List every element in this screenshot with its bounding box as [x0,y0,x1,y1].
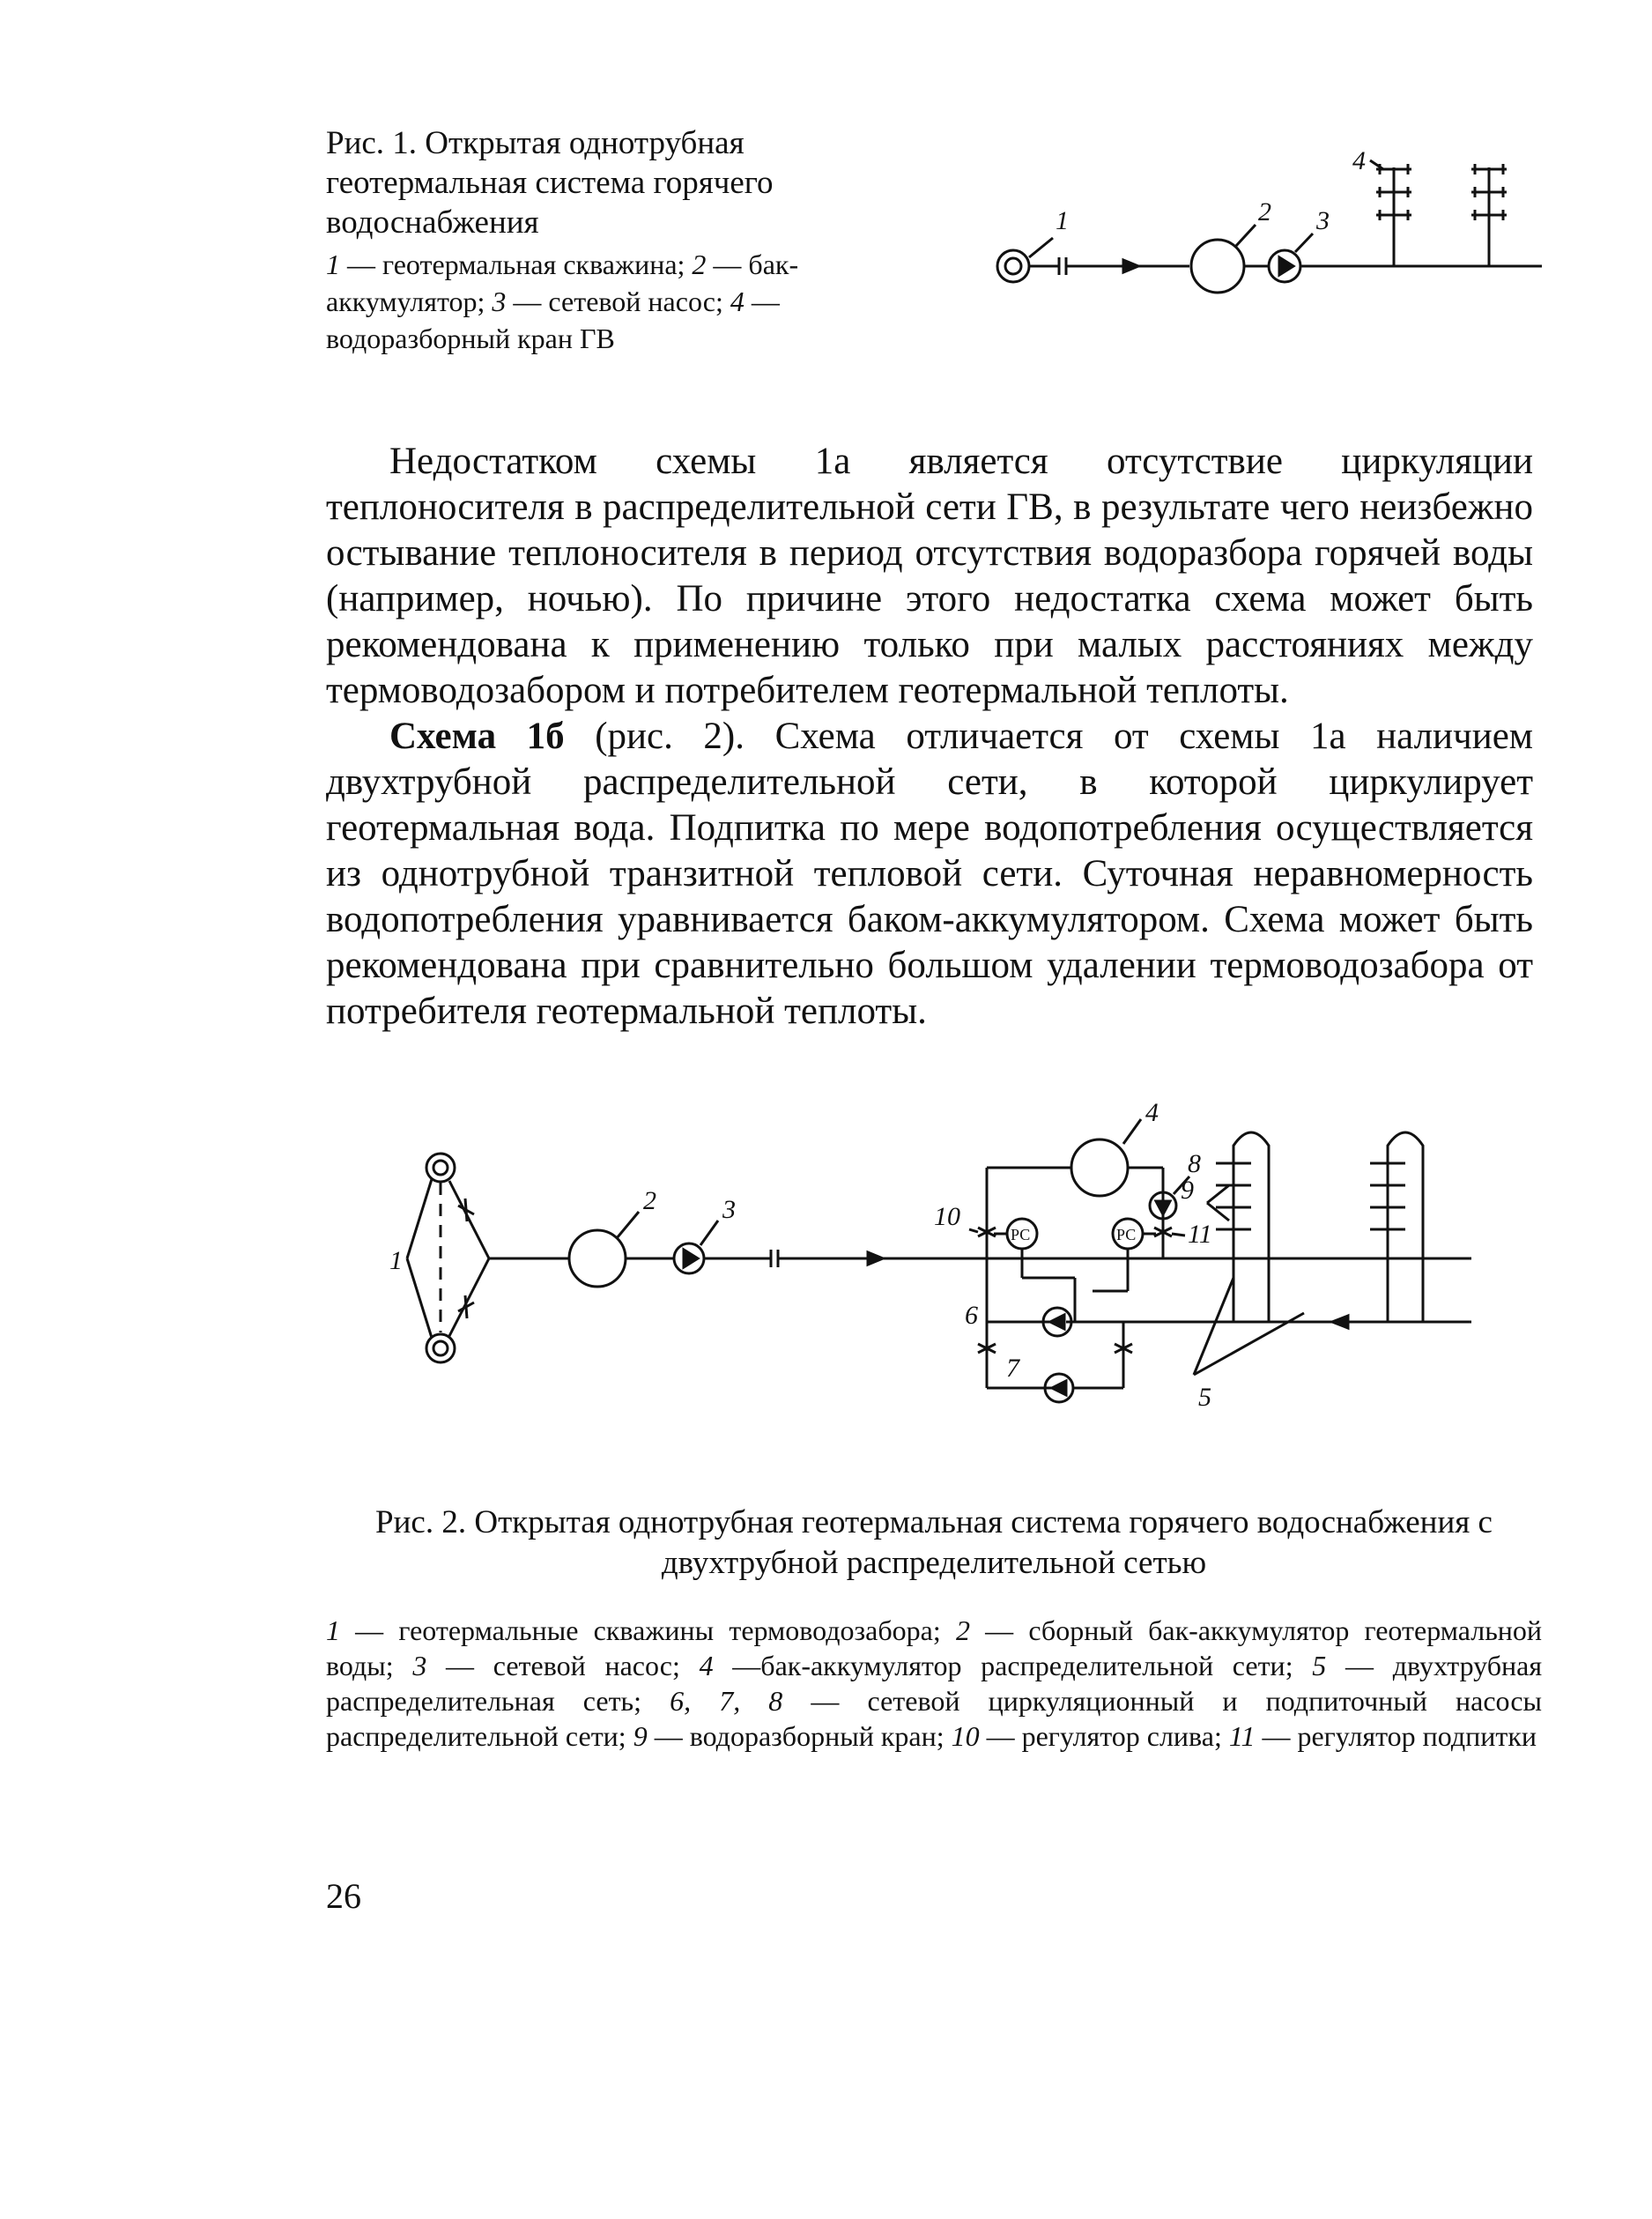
label-2: 2 [643,1186,656,1215]
label-2: 2 [1258,197,1271,226]
paragraph-2: Схема 1б (рис. 2). Схема отличается от схемы 1а наличием двухтрубной распределительной сети, в которой циркулирует геотермальная вода. Подпитка по мере водопотребления осуществляется из однотрубной транзитной тепловой сети. Суточная неравномерность водопотребления уравнивается баком-аккумулятором. Схема может быть рекомендована при сравнительно большом удалении термоводозабора от потребителя геотермальной теплоты. [326,716,1533,1032]
label-4: 4 [1352,146,1366,175]
label-5: 5 [1198,1383,1211,1412]
label-1: 1 [1056,206,1069,235]
legend-item: 10 — регулятор слива; [951,1720,1229,1752]
label-1: 1 [389,1246,403,1275]
riser-loop [1388,1132,1423,1322]
label-4: 4 [1145,1102,1159,1127]
figure1-legend [326,246,907,357]
figure2-title: Рис. 2. Открытая однотрубная геотермальная система горячего водоснабжения с двухтрубной распределительной сетью [375,1504,1493,1581]
legend-item: 1 — геотермальные скважины термоводозабора; [326,1614,956,1646]
tank-symbol [1071,1139,1128,1196]
figure1-caption [326,123,907,357]
label-9: 9 [1181,1176,1194,1205]
paragraph-1: Недостатком схемы 1а является отсутствие циркуляции теплоносителя в распределительной сети ГВ, в результате чего неизбежно остывание теплоносителя в период отсутствия водоразбора горячей воды (например, ночью). По причине этого недостатка схема может быть рекомендована к применению только при малых расстояниях между термоводозабором и потребителем геотермальной теплоты. [326,441,1533,711]
page-number: 26 [326,1876,361,1916]
legend-item: 1 — геотермальная скважина; [326,249,693,280]
well-symbol [426,1334,455,1362]
legend-item: 5 — двухтрубная распределительная сеть; [326,1650,1543,1717]
body-text [326,439,1533,1035]
legend-item: 11 — регулятор подпитки [1228,1720,1537,1752]
legend-item: 4 —бак-аккумулятор распределительной сети; [699,1650,1313,1681]
legend-item: 2 — бак-аккумулятор; [326,249,799,317]
legend-item: 9 — водоразборный кран; [633,1720,952,1752]
label-3: 3 [722,1195,736,1224]
figure2-legend [326,1613,1542,1754]
figure1-diagram [978,141,1542,317]
riser-loop [1233,1132,1269,1322]
flow-arrow [1123,260,1138,272]
label-10: 10 [934,1202,960,1231]
figure1-title: Рис. 1. Открытая однотрубная геотермальная система горячего водоснабжения [326,125,774,241]
legend-item: 2 — сборный бак-аккумулятор геотермальной воды; [326,1614,1543,1681]
label-7: 7 [1006,1354,1019,1383]
figure2-diagram [370,1102,1498,1454]
regulator-label: РС [1011,1226,1031,1243]
label-3: 3 [1316,206,1330,235]
regulator-label: РС [1116,1226,1137,1243]
well-symbol [426,1154,455,1182]
legend-item: 4 — водоразборный кран ГВ [326,286,780,354]
legend-item: 3 — сетевой насос; [412,1650,700,1681]
label-8: 8 [1188,1149,1201,1178]
legend-item: 6, 7, 8 — сетевой циркуляционный и подпиточный насосы распределительной сети; [326,1685,1543,1752]
legend-item: 3 — сетевой насос; [492,286,730,317]
tank-symbol [569,1230,626,1287]
well-symbol [997,250,1029,282]
scheme-title: Схема 1б [389,716,565,757]
label-6: 6 [965,1301,978,1330]
label-11: 11 [1188,1220,1212,1249]
tank-symbol [1191,240,1244,293]
